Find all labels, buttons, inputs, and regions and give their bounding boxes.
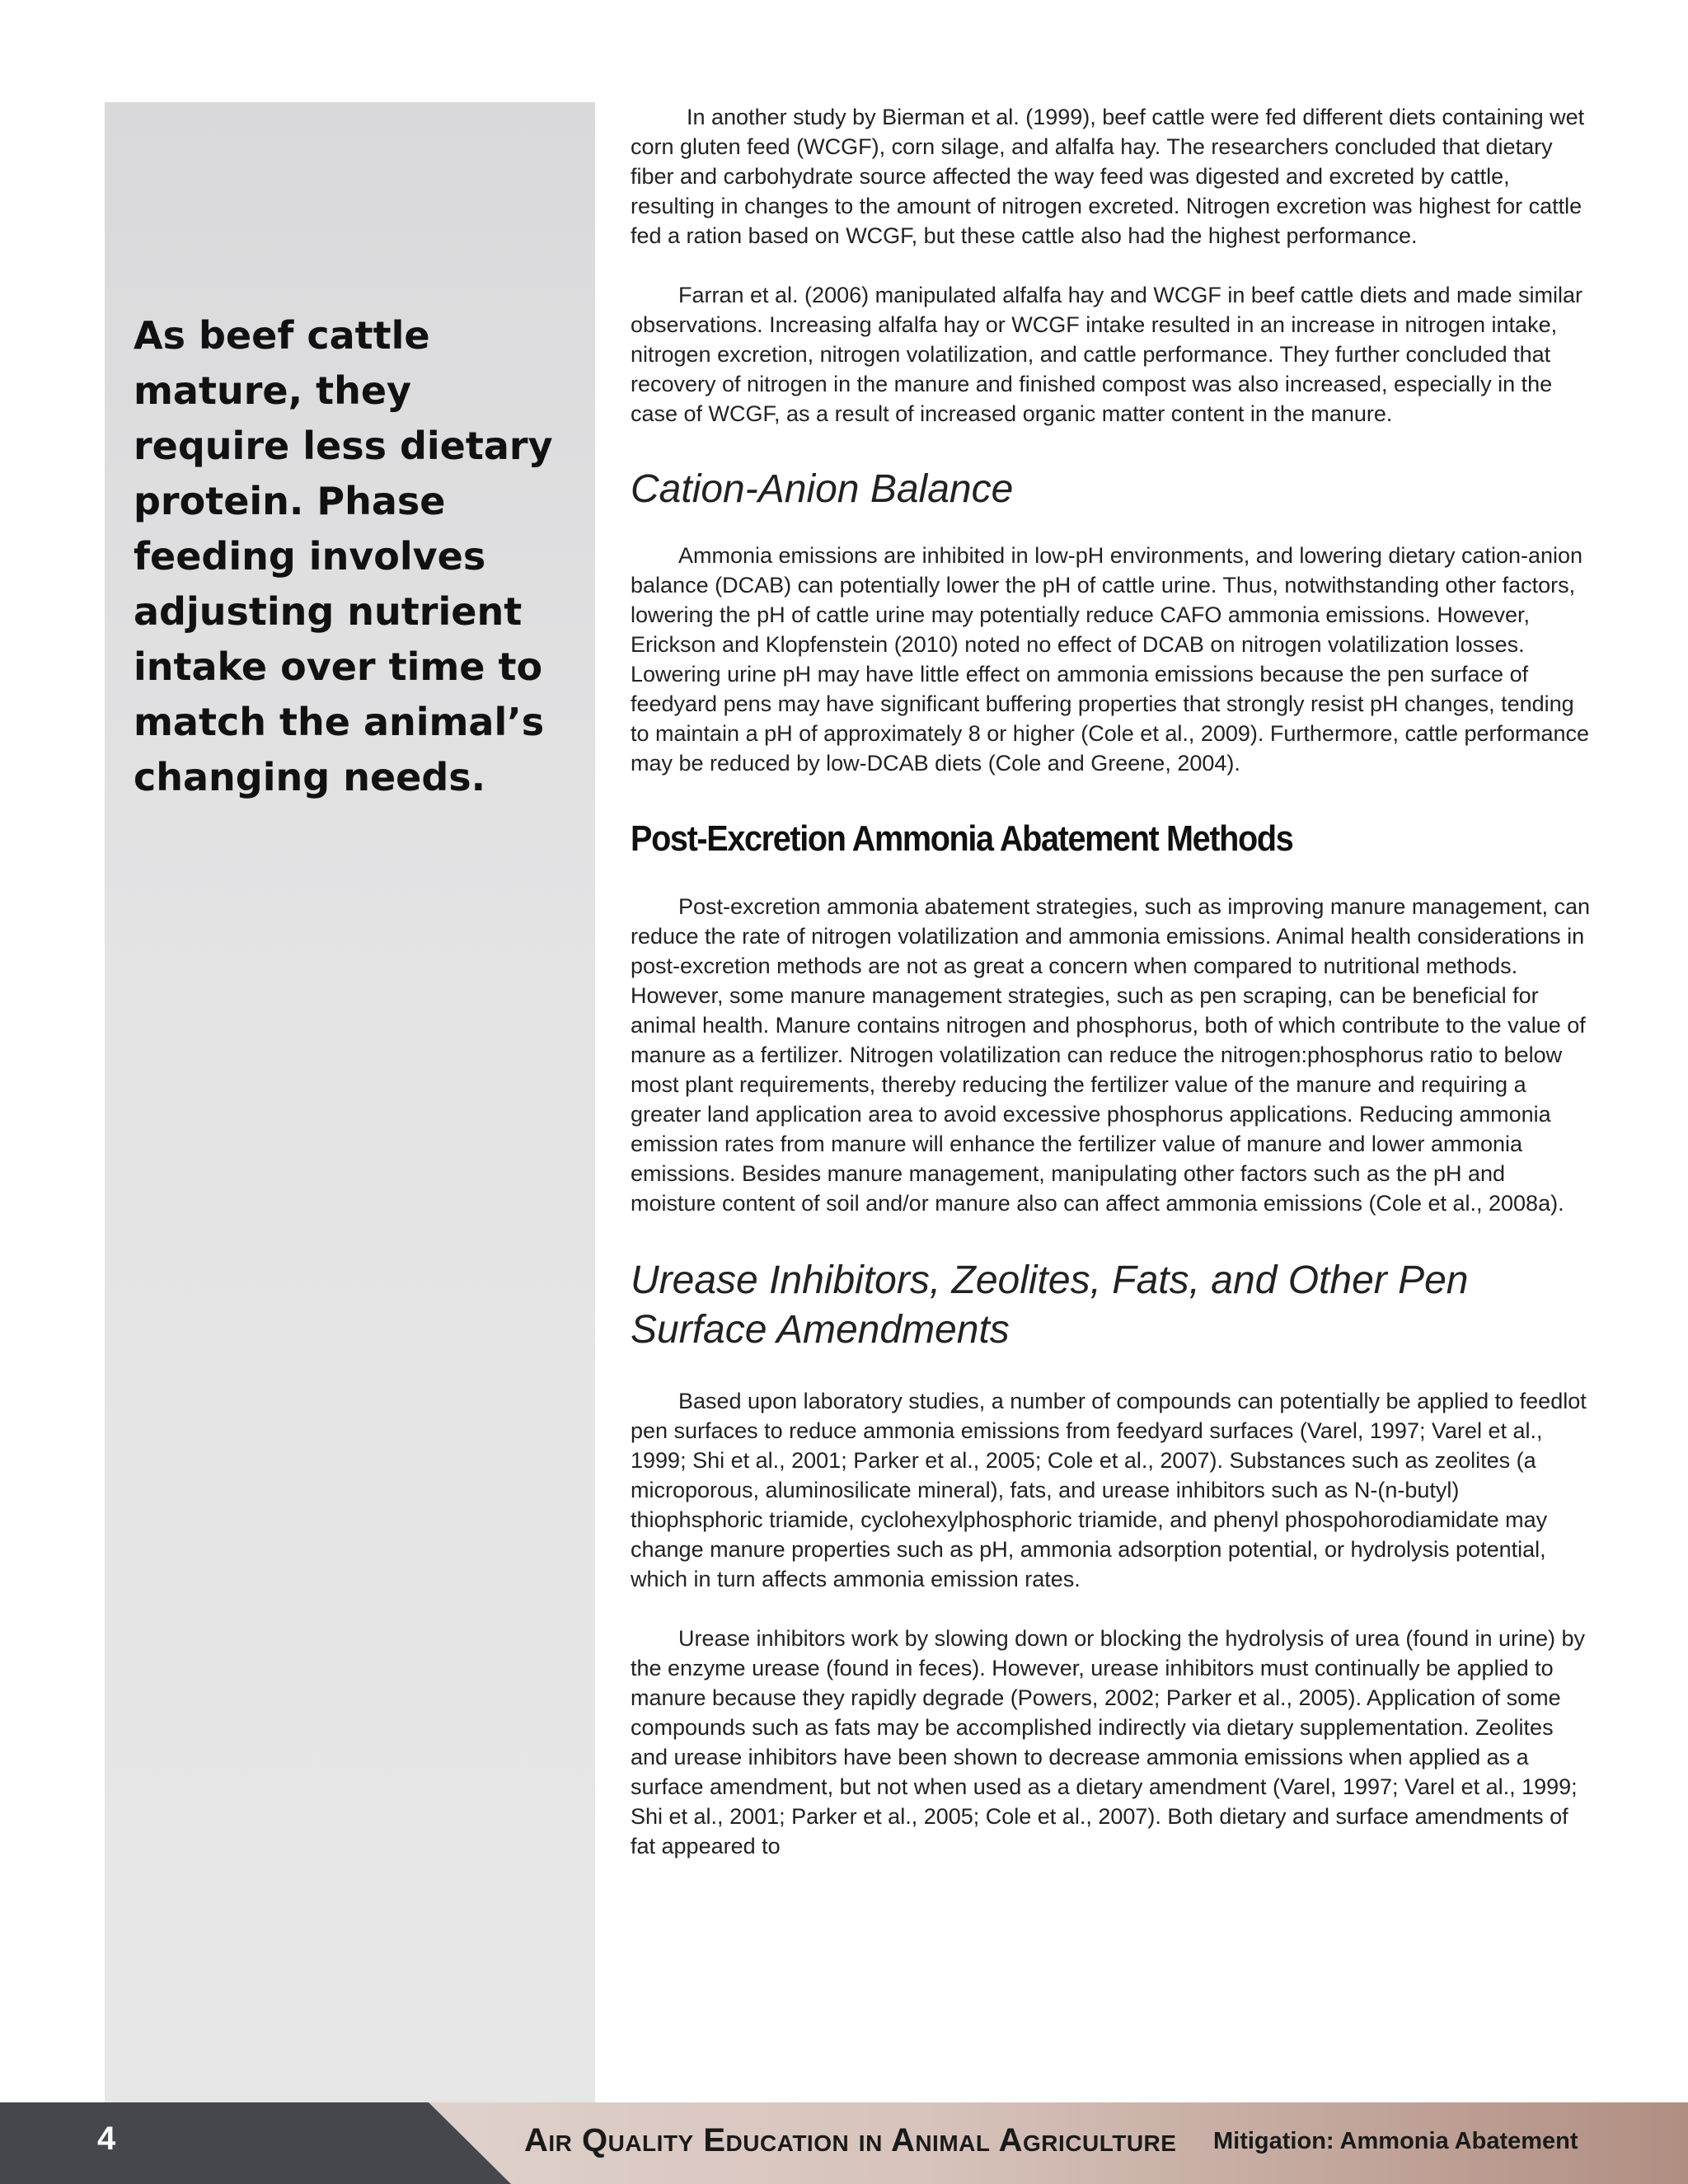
main-content: [631, 102, 1591, 1861]
heading-post-excretion-methods: Post-Excretion Ammonia Abatement Methods: [631, 818, 1293, 859]
heading-cation-anion-balance: Cation-Anion Balance: [631, 467, 1014, 511]
footer-page-tab: [0, 2102, 511, 2184]
body-paragraph-2: Farran et al. (2006) manipulated alfalfa hay and WCGF in beef cattle diets and made similar observations. Increasing alfalfa hay or WCGF intake resulted in an increase in nitrogen intake, nitrogen excretion, nitrogen volatilization, and cattle performance. They further concluded that recovery of nitrogen in the manure and finished compost was also increased, especially in the case of WCGF, as a result of increased organic matter content in the manure.: [631, 283, 1583, 426]
body-paragraph-6: Urease inhibitors work by slowing down or blocking the hydrolysis of urea (found in urine) by the enzyme urease (found in feces). However, urease inhibitors must continually be applied to manure because they rapidly degrade (Powers, 2002; Parker et al., 2005). Application of some compounds such as fats may be accomplished indirectly via dietary supplementation. Zeolites and urease inhibitors have been shown to decrease ammonia emissions when applied as a surface amendment, but not when used as a dietary amendment (Varel, 1997; Varel et al., 1999; Shi et al., 2001; Parker et al., 2005; Cole et al., 2007). Both dietary and surface amendments of fat appeared to: [631, 1626, 1586, 1858]
section-title: Mitigation: Ammonia Abatement: [1213, 2128, 1578, 2154]
body-paragraph-3: Ammonia emissions are inhibited in low-pH environments, and lowering dietary cation-anion balance (DCAB) can potentially lower the pH of cattle urine. Thus, notwithstanding other factors, lowering the pH of cattle urine may potentially reduce CAFO ammonia emissions. However, Erickson and Klopfenstein (2010) noted no effect of DCAB on nitrogen volatilization losses. Lowering urine pH may have little effect on ammonia emissions because the pen surface of feedyard pens may have significant buffering properties that strongly resist pH changes, tending to maintain a pH of approximately 8 or higher (Cole et al., 2009). Furthermore, cattle performance may be reduced by low-DCAB diets (Cole and Greene, 2004).: [631, 543, 1590, 776]
page-footer: [0, 2102, 1688, 2184]
body-paragraph-1: In another study by Bierman et al. (1999), beef cattle were fed different diets containing wet corn gluten feed (WCGF), corn silage, and alfalfa hay. The researchers concluded that dietary fiber and carbohydrate source affected the way feed was digested and excreted by cattle, resulting in changes to the amount of nitrogen excreted. Nitrogen excretion was highest for cattle fed a ration based on WCGF, but these cattle also had the highest performance.: [631, 105, 1585, 248]
heading-urease-inhibitors: Urease Inhibitors, Zeolites, Fats, and Other Pen Surface Amendments: [631, 1258, 1469, 1352]
series-title: Air Quality Education in Animal Agriculture: [524, 2122, 1177, 2158]
pull-quote: As beef cattle mature, they require less dietary protein. Phase feeding involves adjusting nutrient intake over time to match the animal’s changing needs.: [134, 313, 553, 799]
body-paragraph-4: Post-excretion ammonia abatement strategies, such as improving manure management, can reduce the rate of nitrogen volatilization and ammonia emissions. Animal health considerations in post-excretion methods are not as great a concern when compared to nutritional methods. However, some manure management strategies, such as pen scraping, can be beneficial for animal health. Manure contains nitrogen and phosphorus, both of which contribute to the value of manure as a fertilizer. Nitrogen volatilization can reduce the nitrogen:phosphorus ratio to below most plant requirements, thereby reducing the fertilizer value of the manure and requiring a greater land application area to avoid excessive phosphorus applications. Reducing ammonia emission rates from manure will enhance the fertilizer value of manure and lower ammonia emissions. Besides manure management, manipulating other factors such as the pH and moisture content of soil and/or manure also can affect ammonia emissions (Cole et al., 2008a).: [631, 894, 1591, 1216]
body-paragraph-5: Based upon laboratory studies, a number of compounds can potentially be applied to feedlot pen surfaces to reduce ammonia emissions from feedyard surfaces (Varel, 1997; Varel et al., 1999; Shi et al., 2001; Parker et al., 2005; Cole et al., 2007). Substances such as zeolites (a microporous, aluminosilicate mineral), fats, and urease inhibitors such as N-(n-butyl) thiophsphoric triamide, cyclohexylphosphoric triamide, and phenyl phospohorodiamidate may change manure properties such as pH, ammonia adsorption potential, or hydrolysis potential, which in turn affects ammonia emission rates.: [631, 1389, 1587, 1591]
page-number: 4: [97, 2121, 116, 2157]
